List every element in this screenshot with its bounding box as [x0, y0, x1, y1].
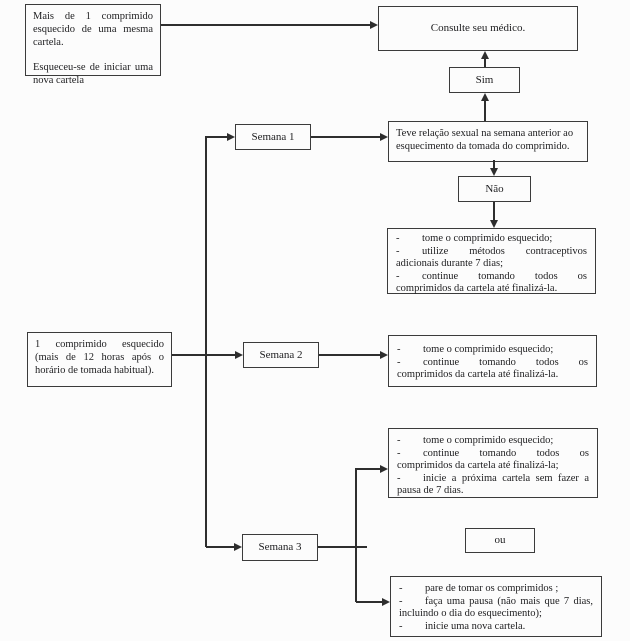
- connector-multimissed-to-consult: [161, 24, 370, 26]
- connector-trunk-to-week1: [206, 136, 227, 138]
- node-week1-instructions: [387, 228, 596, 294]
- node-week2: [243, 342, 319, 368]
- node-week3: [242, 534, 318, 561]
- node-sexual-relation-question: [388, 121, 588, 162]
- connector-week3-branch-vertical: [355, 468, 357, 602]
- node-or: [465, 528, 535, 553]
- arrowhead-into-week1-instructions-top: [490, 220, 498, 228]
- week2-instruction-item: - continue tomando todos os comprimidos da cartela até finalizá-la.: [397, 357, 588, 382]
- node-consult-doctor-label: Consulte seu médico.: [430, 22, 526, 34]
- node-yes: [449, 67, 520, 93]
- node-or-label: ou: [494, 534, 506, 546]
- arrowhead-into-yes-bottom: [481, 93, 489, 101]
- arrowhead-into-question-left: [380, 133, 388, 141]
- connector-week3-out: [318, 546, 367, 548]
- connector-week2-to-instructions: [319, 354, 380, 356]
- node-multiple-missed-text-1: Mais de 1 comprimido esquecido de uma mesma cartela.: [33, 11, 153, 48]
- arrowhead-into-consult-left: [370, 21, 378, 29]
- week3a-instruction-item: - tome o comprimido esquecido;: [397, 435, 589, 448]
- week3a-instruction-item: - inicie a próxima cartela sem fazer a pausa de 7 dias.: [397, 473, 589, 498]
- arrowhead-into-week2-instructions-left: [380, 351, 388, 359]
- node-week3-instructions-a: [388, 428, 598, 498]
- connector-trunk-vertical: [205, 136, 207, 547]
- arrowhead-into-consult-bottom: [481, 51, 489, 59]
- week3a-instruction-item: - continue tomando todos os comprimidos da cartela até finalizá-la;: [397, 448, 589, 473]
- node-no: [458, 176, 531, 202]
- node-sexual-relation-text: Teve relação sexual na semana anterior ao esquecimento da tomada do comprimido.: [396, 128, 574, 152]
- week3b-instruction-item: - inicie uma nova cartela.: [399, 621, 593, 634]
- connector-branch-to-week3b: [356, 601, 382, 603]
- node-multiple-missed-pills: [25, 4, 161, 86]
- week2-instruction-item: - tome o comprimido esquecido;: [397, 344, 588, 357]
- week3b-instruction-item: - faça uma pausa (não mais que 7 dias, incluindo o dia do esquecimento);: [399, 596, 593, 621]
- arrowhead-into-week3-left: [234, 543, 242, 551]
- node-week3-instructions-b: [390, 576, 602, 637]
- node-no-label: Não: [485, 182, 504, 195]
- connector-trunk-to-week3: [206, 546, 234, 548]
- arrowhead-into-week1-left: [227, 133, 235, 141]
- node-week1-label: Semana 1: [251, 130, 295, 143]
- node-week3-label: Semana 3: [258, 541, 302, 553]
- week1-instruction-item: - tome o comprimido esquecido;: [396, 233, 587, 246]
- node-multiple-missed-text-2: Esqueceu-se de iniciar uma nova cartela: [33, 62, 153, 86]
- week1-instruction-item: - continue tomando todos os comprimidos da cartela até finalizá-la.: [396, 271, 587, 296]
- node-one-missed-pill: [27, 332, 172, 387]
- week3b-instruction-item: - pare de tomar os comprimidos ;: [399, 583, 593, 596]
- connector-yes-to-consult: [484, 58, 486, 67]
- node-week2-label: Semana 2: [259, 348, 303, 361]
- connector-branch-to-week3a: [356, 468, 380, 470]
- connector-question-to-yes: [484, 100, 486, 121]
- arrowhead-into-week2-left: [235, 351, 243, 359]
- arrowhead-into-week3a-left: [380, 465, 388, 473]
- node-yes-label: Sim: [475, 73, 494, 86]
- paragraph-gap: [26, 49, 160, 61]
- arrowhead-into-no-top: [490, 168, 498, 176]
- connector-trunk-to-week2: [206, 354, 235, 356]
- connector-week1-to-question: [311, 136, 380, 138]
- connector-no-to-week1-instructions: [493, 202, 495, 221]
- node-consult-doctor: [378, 6, 578, 51]
- connector-onemissed-to-trunk: [172, 354, 206, 356]
- node-week1: [235, 124, 311, 150]
- week1-instruction-item: - utilize métodos contraceptivos adicionais durante 7 dias;: [396, 246, 587, 271]
- node-week2-instructions: [388, 335, 597, 387]
- arrowhead-into-week3b-left: [382, 598, 390, 606]
- node-one-missed-pill-text: 1 comprimido esquecido (mais de 12 horas após o horário de tomada habitual).: [35, 339, 164, 376]
